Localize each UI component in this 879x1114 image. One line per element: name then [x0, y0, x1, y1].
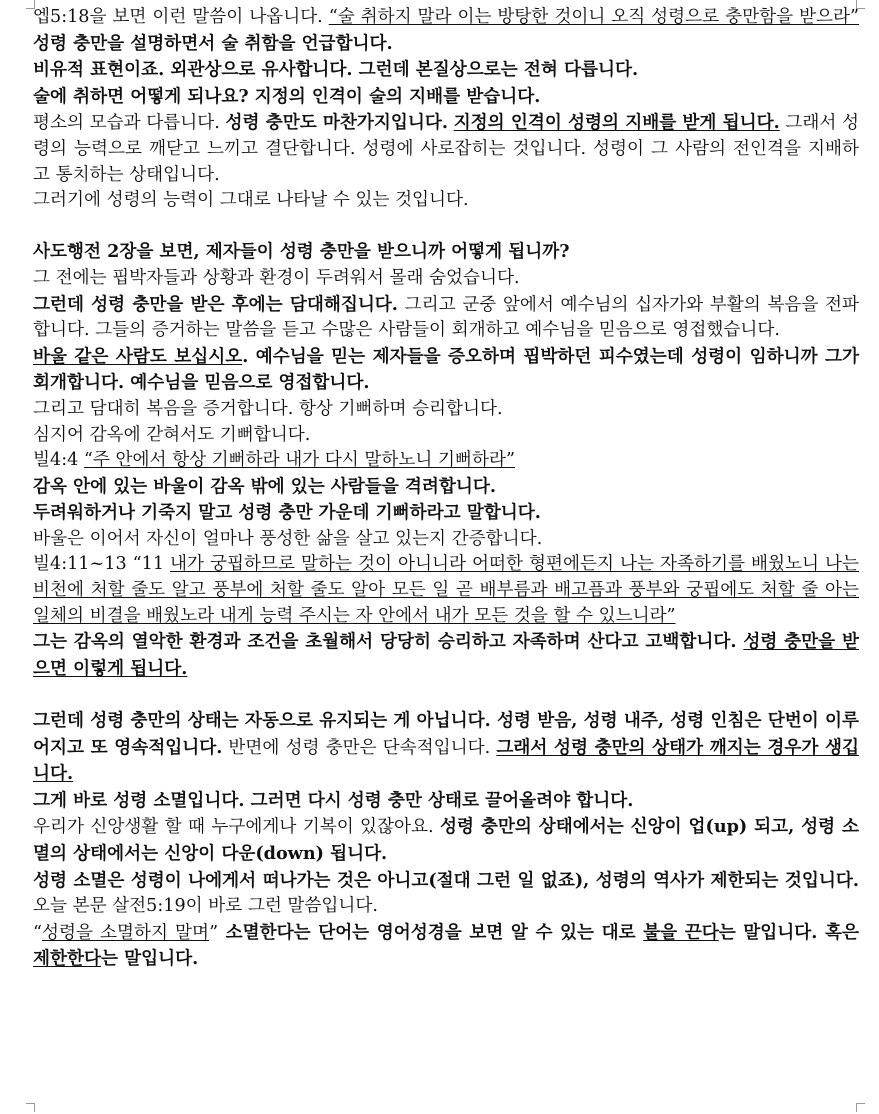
- paragraph: [33, 188, 859, 214]
- paragraph: [33, 57, 859, 84]
- text-run: 성령 충만을 받으면 이렇게 됩니다.: [33, 631, 860, 679]
- text-run: 그리고 담대히 복음을 증거합니다. 항상 기뻐하며 승리합니다.: [33, 398, 503, 419]
- text-run: 평소의 모습과 다릅니다.: [33, 113, 226, 134]
- text-run: 비유적 표현이죠. 외관상으로 유사합니다. 그런데 본질상으로는 전혀 다릅니다.: [33, 59, 639, 81]
- paragraph: [33, 920, 859, 973]
- text-run: . 예수님을 믿는 제자들을 증오하며 핍박하던 피수였는데 성령이 임하니까 그가 회개합니다. 예수님을 믿음으로 영접합니다.: [33, 345, 859, 394]
- text-run: 는 말입니다.: [100, 948, 199, 970]
- paragraph: [33, 629, 859, 682]
- text-run: 성령 충만의 상태에서는 신앙이 업(up) 되고, 성령 소멸의 상태에서는 신앙이 다운(down) 됩니다.: [33, 816, 859, 864]
- text-run: 그래서 성령의 능력으로 깨닫고 느끼고 결단합니다. 성령에 사로잡히는 것입니다. 성령이 그 사람의 전인격을 지배하고 통치하는 상태입니다.: [33, 113, 860, 185]
- text-run: 소멸한다는 단어는 영어성경을 보면 알 수 있는 대로: [218, 921, 644, 943]
- page-corner-marker-bottom-right: [856, 1103, 865, 1112]
- text-run: 반면에 성령 충만은 단속적입니다.: [222, 737, 497, 758]
- paragraph: [33, 344, 859, 397]
- paragraph: [33, 423, 859, 449]
- text-run: 감옥 안에 있는 바울이 감옥 밖에 있는 사람들을 격려합니다.: [33, 475, 497, 497]
- text-run: 지정의 인격이 성령의 지배를 받게 됩니다.: [453, 112, 780, 134]
- text-run: 그리고 군중 앞에서 예수님의 십자가와 부활의 복음을 전파합니다. 그들의 증거하는 말씀을 듣고 수많은 사람들이 회개하고 예수님을 믿음으로 영접했습니다.: [33, 294, 859, 341]
- paragraph: [33, 500, 859, 527]
- text-run: 빌4:11~13 “11: [33, 554, 171, 575]
- text-run: 성령을 소멸하지 말며: [42, 922, 210, 943]
- text-run: 엡5:18을 보면 이런 말씀이 나옵니다.: [33, 7, 329, 27]
- text-run: 빌4:4: [33, 450, 84, 471]
- text-run: 두려워하거나 기죽지 말고 성령 충만 가운데 기뻐하라고 말합니다.: [33, 502, 541, 524]
- paragraph: [33, 527, 859, 553]
- blank-line: [33, 682, 859, 708]
- text-run: 내가 궁핍하므로 말하는 것이 아니니라 어떠한 형편에든지 나는 자족하기를 배웠노니 나는 비천에 처할 줄도 알고 풍부에 처할 줄도 알아 모든 일 곧 배부름과 배고픔과 풍부와 궁핍에도 처할 줄 아는 일체의 비결을 배웠노라 내게 능력 주시는 자 안에서 내가 모든 것을 할 수 있느니라”: [33, 554, 860, 626]
- text-run: 성령 충만을 설명하면서 술 취함을 언급합니다.: [33, 32, 393, 54]
- text-run: 바울 같은 사람도 보십시오: [33, 345, 243, 367]
- text-run: “술 취하지 말라 이는 방탕한 것이니 오직 성령으로 충만함을 받으라”: [328, 7, 859, 27]
- text-run: 그래서 성령 충만의 상태가 깨지는 경우가 생깁니다.: [33, 736, 860, 785]
- paragraph: [33, 474, 859, 501]
- paragraph: [33, 4, 859, 57]
- paragraph: [33, 708, 859, 788]
- paragraph: [33, 868, 859, 920]
- paragraph: [33, 552, 859, 629]
- paragraph: [33, 448, 859, 474]
- text-run: 심지어 감옥에 갇혀서도 기뻐합니다.: [33, 424, 311, 445]
- paragraph: [33, 110, 859, 188]
- text-run: 불을 끈다: [643, 921, 719, 943]
- paragraph: [33, 292, 859, 344]
- text-run: 그게 바로 성령 소멸입니다. 그러면 다시 성령 충만 상태로 끌어올려야 합니다.: [33, 789, 634, 811]
- text-run: 우리가 신앙생활 할 때 누구에게나 기복이 있잖아요.: [33, 817, 440, 838]
- text-run: 성령 소멸은 성령이 나에게서 떠나가는 것은 아니고(절대 그런 일 없죠), 성령의 역사가 제한되는 것입니다.: [33, 869, 859, 891]
- paragraph: [33, 239, 859, 266]
- paragraph: [33, 84, 859, 111]
- paragraph: [33, 266, 859, 292]
- text-run: 술에 취하면 어떻게 되나요? 지정의 인격이 술의 지배를 받습니다.: [33, 85, 541, 107]
- text-run: 제한한다: [33, 948, 101, 970]
- paragraph: [33, 788, 859, 815]
- text-run: 는 말입니다. 혹은: [718, 921, 859, 943]
- text-run: “주 안에서 항상 기뻐하라 내가 다시 말하노니 기뻐하라”: [83, 450, 515, 471]
- text-run: 그런데 성령 충만을 받은 후에는 담대해집니다.: [33, 293, 398, 315]
- text-run: “: [33, 922, 42, 943]
- text-run: 그런데 성령 충만의 상태는 자동으로 유지되는 게 아닙니다. 성령 받음, 성령 내주, 성령 인침은 단번이 이루어지고 또 영속적입니다.: [33, 710, 859, 758]
- text-run: 성령 충만도 마찬가지입니다.: [225, 112, 449, 134]
- text-run: 바울은 이어서 자신이 얼마나 풍성한 삶을 살고 있는지 간증합니다.: [33, 528, 543, 549]
- text-run: 오늘 본문 살전5:19이 바로 그런 말씀입니다.: [33, 896, 378, 917]
- text-run: 그 전에는 핍박자들과 상황과 환경이 두려워서 몰래 숨었습니다.: [33, 267, 520, 288]
- text-run: 그러기에 성령의 능력이 그대로 나타날 수 있는 것입니다.: [33, 190, 469, 211]
- page-corner-marker-bottom-left: [26, 1103, 35, 1112]
- document-body: [33, 4, 859, 973]
- text-run: 사도행전 2장을 보면, 제자들이 성령 충만을 받으니까 어떻게 됩니까?: [33, 241, 570, 263]
- text-run: ”: [209, 922, 219, 943]
- text-run: 그는 감옥의 열악한 환경과 조건을 초월해서 당당히 승리하고 자족하며 산다고 고백합니다.: [33, 631, 744, 653]
- blank-line: [33, 214, 859, 240]
- paragraph: [33, 397, 859, 423]
- paragraph: [33, 814, 859, 867]
